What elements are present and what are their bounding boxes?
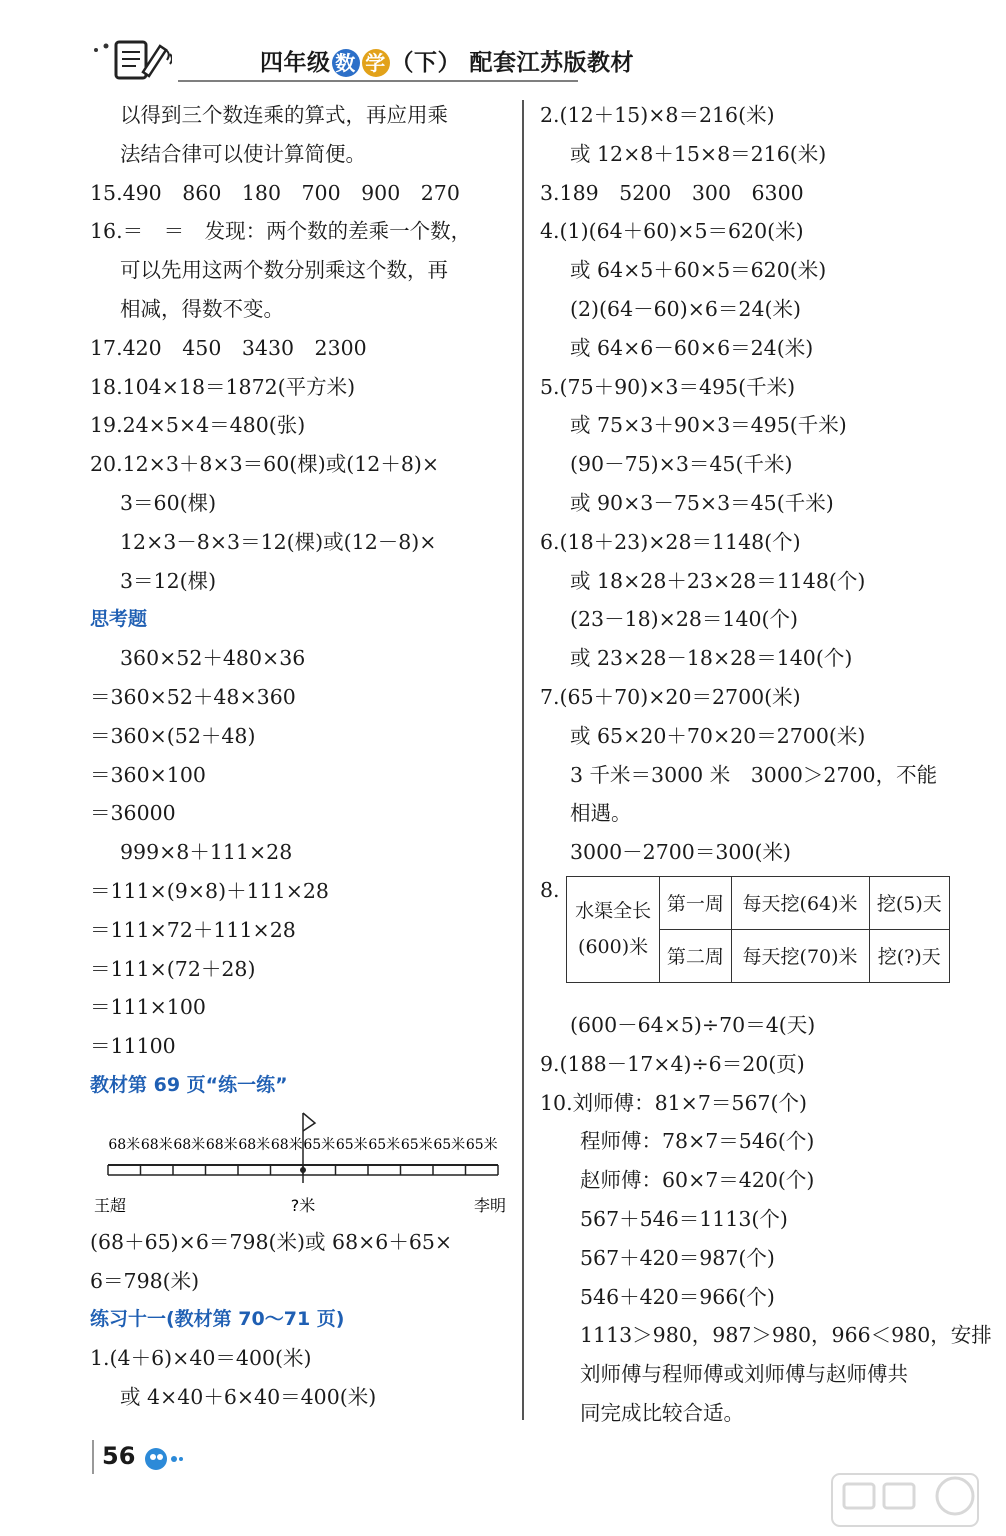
text-line: 3 千米＝3000 米 3000＞2700，不能 <box>570 762 938 787</box>
text-line: 6＝798(米) <box>90 1268 200 1293</box>
text-line: (90－75)×3＝45(千米) <box>570 452 793 477</box>
header-grade: 四年级 <box>260 50 331 76</box>
text-line: 3.189 5200 300 6300 <box>540 180 804 205</box>
right-column <box>540 96 992 1433</box>
table-cell: 第二周 <box>660 929 731 982</box>
text-line: 或 75×3＋90×3＝495(千米) <box>570 413 847 438</box>
text-line: 16.＝ ＝ 发现：两个数的差乘一个数， <box>90 219 472 244</box>
segment-label: 68米 <box>140 1136 173 1153</box>
end-label: 李明 <box>473 1195 506 1215</box>
text-line: ＝36000 <box>90 801 176 826</box>
table-cell: 每天挖(64)米 <box>731 876 869 929</box>
text-line: 程师傅：78×7＝546(个) <box>580 1129 815 1154</box>
text-line: 刘师傅与程师傅或刘师傅与赵师傅共 <box>580 1362 908 1387</box>
segment-label: 68米 <box>270 1136 303 1153</box>
text-line: 3＝60(棵) <box>120 490 217 515</box>
section-heading: 教材第 69 页“练一练” <box>90 1073 288 1096</box>
header-subject-b: 学 <box>362 49 390 77</box>
text-line: 9.(188－17×4)÷6＝20(页) <box>540 1051 805 1076</box>
book-pencil-icon <box>88 36 172 82</box>
page-header <box>88 34 635 84</box>
meet-flag-icon <box>303 1113 315 1131</box>
text-line: (68＋65)×6＝798(米)或 68×6＋65× <box>90 1229 453 1254</box>
text-line: 或 90×3－75×3＝45(千米) <box>570 490 834 515</box>
section-heading: 练习十一(教材第 70～71 页) <box>90 1308 345 1331</box>
text-line: 19.24×5×4＝480(张) <box>90 413 306 438</box>
segment-diagram <box>90 1105 510 1223</box>
text-line: 或 64×6－60×6＝24(米) <box>570 335 814 360</box>
text-line: 或 64×5＋60×5＝620(米) <box>570 258 827 283</box>
text-line: 法结合律可以使计算简便。 <box>120 141 366 166</box>
right-lines <box>540 96 970 872</box>
table-number: 8. <box>540 877 560 902</box>
text-line: 567＋546＝1113(个) <box>580 1206 788 1231</box>
segment-label: 65米 <box>433 1136 466 1153</box>
text-line: ＝111×72＋111×28 <box>90 917 296 942</box>
text-line: 1113＞980，987＞980，966＜980，安排 <box>580 1323 992 1348</box>
watermark-logo <box>830 1470 980 1530</box>
text-line: 相遇。 <box>570 801 632 826</box>
text-line: ＝111×(9×8)＋111×28 <box>90 878 329 903</box>
header-edition: 配套江苏版教材 <box>469 50 635 76</box>
header-term: （下） <box>390 50 461 76</box>
text-line: 3＝12(棵) <box>120 568 217 593</box>
text-line: (23－18)×28＝140(个) <box>570 607 799 632</box>
page-number: 56 <box>102 1442 136 1470</box>
text-line: 或 18×28＋23×28＝1148(个) <box>570 568 866 593</box>
text-line: ＝360×(52＋48) <box>90 723 256 748</box>
text-line: 赵师傅：60×7＝420(个) <box>580 1168 815 1193</box>
text-line: 2.(12＋15)×8＝216(米) <box>540 103 775 127</box>
segment-label: 68米 <box>238 1136 271 1153</box>
text-line: 10.刘师傅：81×7＝567(个) <box>540 1090 808 1115</box>
header-title <box>260 44 634 77</box>
text-line: 或 4×40＋6×40＝400(米) <box>120 1384 377 1409</box>
text-line: 5.(75＋90)×3＝495(千米) <box>540 374 796 399</box>
question-8-table-block <box>540 876 970 1006</box>
text-line: 999×8＋111×28 <box>120 840 293 865</box>
meet-point <box>300 1167 306 1173</box>
text-line: 以得到三个数连乘的算式，再应用乘 <box>120 103 448 127</box>
text-line: 17.420 450 3430 2300 <box>90 335 367 360</box>
text-line: 18.104×18＝1872(平方米) <box>90 374 356 399</box>
left-column <box>90 96 510 1417</box>
table-length-value: (600)米 <box>578 936 649 959</box>
section-heading: 思考题 <box>90 608 148 631</box>
segment-label: 65米 <box>400 1136 433 1153</box>
distance-label: ?米 <box>290 1195 316 1215</box>
table-cell: 挖(?)天 <box>869 929 949 982</box>
column-divider <box>522 100 524 1420</box>
table-length-label: 水渠全长 <box>575 900 652 923</box>
segment-figure <box>90 1105 510 1223</box>
text-line: ＝360×52＋48×360 <box>90 684 296 709</box>
text-line: (2)(64－60)×6＝24(米) <box>570 296 802 321</box>
left-lines <box>90 96 510 1105</box>
text-line: 相减，得数不变。 <box>120 296 284 321</box>
segment-label: 65米 <box>303 1136 336 1153</box>
text-line: 或 12×8＋15×8＝216(米) <box>570 141 827 166</box>
page-footer <box>92 1440 192 1476</box>
text-line: 可以先用这两个数分别乘这个数，再 <box>120 258 448 283</box>
header-subject-a: 数 <box>332 49 360 77</box>
left-after-lines <box>90 1223 510 1417</box>
segment-label: 65米 <box>368 1136 401 1153</box>
table-cell: 每天挖(70)米 <box>731 929 869 982</box>
text-line: 567＋420＝987(个) <box>580 1245 775 1270</box>
text-line: ＝111×(72＋28) <box>90 956 256 981</box>
page-dots-icon <box>144 1446 184 1472</box>
text-line: 同完成比较合适。 <box>580 1400 744 1425</box>
segment-label: 68米 <box>205 1136 238 1153</box>
right-after-lines <box>540 1006 992 1433</box>
text-line: 1.(4＋6)×40＝400(米) <box>90 1346 312 1371</box>
text-line: 6.(18＋23)×28＝1148(个) <box>540 529 801 554</box>
footer-rule <box>92 1440 94 1474</box>
text-line: ＝111×100 <box>90 995 206 1020</box>
text-line: 7.(65＋70)×20＝2700(米) <box>540 684 801 709</box>
text-line: 546＋420＝966(个) <box>580 1284 775 1309</box>
table-cell: 第一周 <box>660 876 731 929</box>
text-line: ＝360×100 <box>90 762 206 787</box>
text-line: 3000－2700＝300(米) <box>570 840 791 865</box>
text-line: 15.490 860 180 700 900 270 <box>90 180 460 205</box>
segment-label: 65米 <box>465 1136 498 1153</box>
text-line: 12×3－8×3＝12(棵)或(12－8)× <box>120 529 437 554</box>
header-rule <box>178 80 578 82</box>
text-line: 360×52＋480×36 <box>120 646 306 671</box>
text-line: 或 23×28－18×28＝140(个) <box>570 646 853 671</box>
table-cell: 挖(5)天 <box>869 876 949 929</box>
text-line: 或 65×20＋70×20＝2700(米) <box>570 723 866 748</box>
segment-label: 68米 <box>173 1136 206 1153</box>
question-8-table <box>566 876 950 983</box>
text-line: 20.12×3＋8×3＝60(棵)或(12＋8)× <box>90 452 440 477</box>
segment-label: 65米 <box>335 1136 368 1153</box>
text-line: (600－64×5)÷70＝4(天) <box>570 1012 816 1037</box>
table-cell-length <box>567 876 660 982</box>
segment-label: 68米 <box>108 1136 141 1153</box>
text-line: 4.(1)(64＋60)×5＝620(米) <box>540 219 804 244</box>
text-line: ＝11100 <box>90 1034 176 1059</box>
start-label: 王超 <box>94 1195 127 1215</box>
